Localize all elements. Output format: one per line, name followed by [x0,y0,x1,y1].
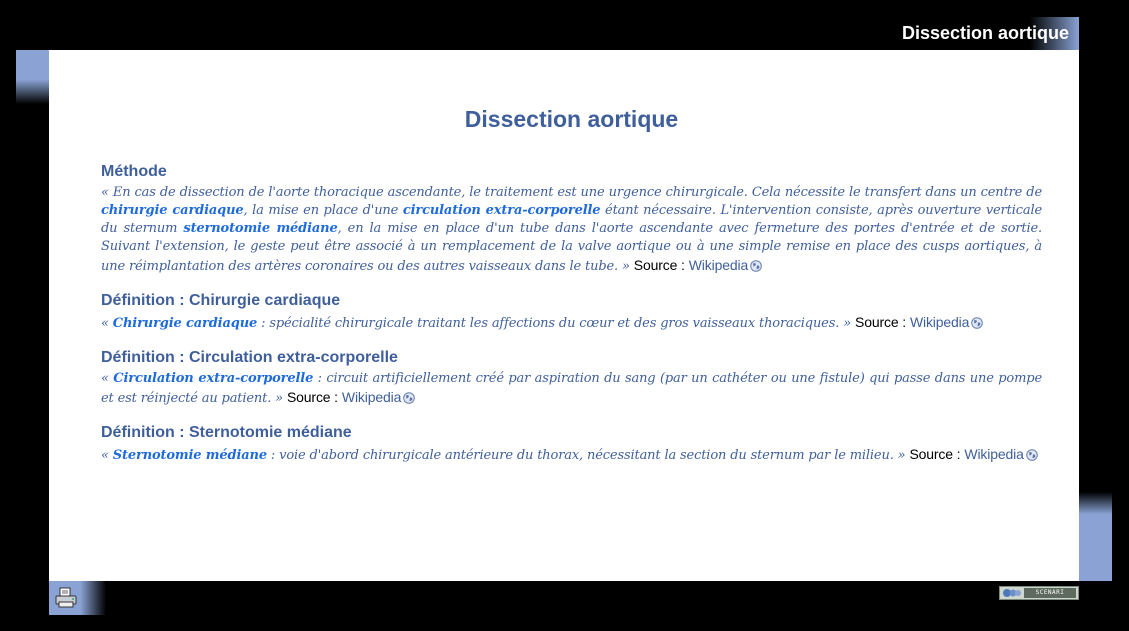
content-page [49,50,1079,581]
scenari-label: SCENARI [1024,588,1076,598]
term-chirurgie-cardiaque[interactable]: Chirurgie cardiaque [112,316,258,331]
page-title: Dissection aortique [464,106,679,132]
scenari-logo-icon [1002,588,1022,598]
quote-open: « [101,371,114,386]
quote-open: « [101,448,113,463]
frame-corner-top-left [16,50,49,104]
section-heading: Définition : Chirurgie cardiaque [101,292,341,309]
globe-icon[interactable] [971,317,983,329]
quote-open: « [101,316,113,331]
section-quote [101,445,1042,465]
source-label: Source : [286,389,338,405]
term-circulation-extra-corporelle[interactable]: Circulation extra-corporelle [113,371,314,386]
quote-text: « En cas de dissection de l'aorte thoracique ascendante, le traitement est une urgence chirurgicale. Cela nécessite le transfert dans un centre de [101,185,1042,200]
section-heading: Définition : Sternotomie médiane [101,424,352,441]
globe-icon[interactable] [403,392,415,404]
section-quote [101,313,1042,333]
quote-text: , en la mise en place d'un tube dans l'aorte ascendante avec fermeture des portes d'entrée et de sortie. Suivant l'extension, le geste peut être associé à un remplacement de la valve aortique ou à une simple remise en place des cusps aortiques, à une réimplantation des artères coronaires ou des autres vaisseaux dans le tube. » [101,221,1042,274]
globe-icon[interactable] [750,260,762,272]
source-label: Source : [855,314,906,330]
wikipedia-link[interactable]: Wikipedia [909,314,970,330]
quote-text: : voie d'abord chirurgicale antérieure du thorax, nécessitant la section du sternum par le milieu. » [266,448,906,463]
term-link-chirurgie-cardiaque[interactable]: chirurgie cardiaque [101,203,244,218]
section-methode [101,162,1042,276]
section-heading: Méthode [101,163,167,180]
section-quote [101,370,1042,408]
quote-text: : spécialité chirurgicale traitant les affections du cœur et des gros vaisseaux thoraciques. » [257,316,852,331]
quote-text: : circuit artificiellement créé par aspiration du sang (par un cathéter ou une fistule) qui passe dans une pompe et est réinjecté au patient. » [101,371,1042,406]
globe-icon[interactable] [1026,449,1038,461]
wikipedia-link[interactable]: Wikipedia [688,257,749,273]
section-chirurgie-cardiaque [101,291,1042,333]
scenari-badge[interactable] [999,586,1079,600]
wikipedia-link[interactable]: Wikipedia [341,389,402,405]
section-circulation-extra-corporelle [101,348,1042,408]
section-sternotomie-mediane [101,423,1042,465]
section-heading: Définition : Circulation extra-corporelle [101,349,398,366]
print-button[interactable] [54,586,78,610]
quote-text: étant nécessaire. L'intervention consiste, après ouverture verticale du sternum [101,203,1042,236]
printer-icon [54,586,78,610]
quote-text: , la mise en place d'une [243,203,403,218]
header-title: Dissection aortique [901,23,1069,43]
wikipedia-link[interactable]: Wikipedia [964,446,1024,462]
term-link-sternotomie-mediane[interactable]: sternotomie médiane [183,221,338,236]
frame-corner-bottom-right [1079,492,1112,581]
term-link-circulation-extra-corporelle[interactable]: circulation extra-corporelle [402,203,601,218]
source-label: Source : [909,446,961,462]
source-label: Source : [633,257,685,273]
section-quote [101,184,1042,276]
term-sternotomie-mediane[interactable]: Sternotomie médiane [112,448,267,463]
